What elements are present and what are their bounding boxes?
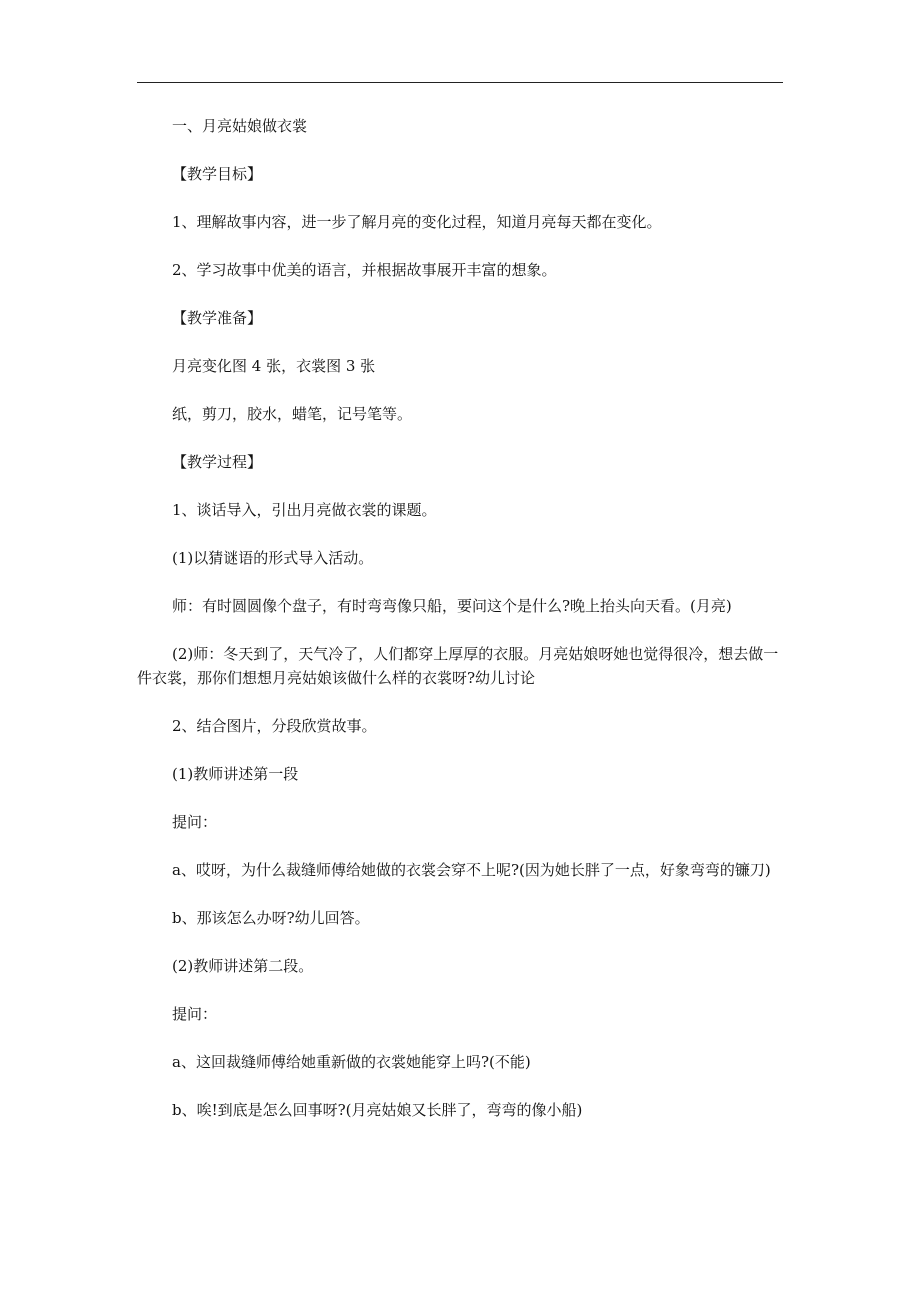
paragraph: (1)教师讲述第一段 (172, 765, 299, 783)
paragraph: 纸，剪刀，胶水，蜡笔，记号笔等。 (172, 405, 413, 423)
paragraph: 1、理解故事内容，进一步了解月亮的变化过程，知道月亮每天都在变化。 (172, 213, 662, 231)
header-rule (137, 82, 783, 83)
paragraph: a、哎呀，为什么裁缝师傅给她做的衣裳会穿不上呢?(因为她长胖了一点，好象弯弯的镰刀) (172, 861, 771, 879)
paragraph: 月亮变化图 4 张，衣裳图 3 张 (172, 357, 376, 375)
paragraph: a、这回裁缝师傅给她重新做的衣裳她能穿上吗?(不能) (172, 1053, 531, 1071)
section-title: 一、月亮姑娘做衣裳 (172, 117, 308, 135)
paragraph: b、那该怎么办呀?幼儿回答。 (172, 909, 370, 927)
paragraph: 师：有时圆圆像个盘子，有时弯弯像只船，要问这个是什么?晚上抬头向天看。(月亮) (172, 597, 732, 615)
heading-objectives: 【教学目标】 (172, 165, 263, 183)
heading-process: 【教学过程】 (172, 453, 263, 471)
paragraph: (2)教师讲述第二段。 (172, 957, 314, 975)
paragraph: (1)以猜谜语的形式导入活动。 (172, 549, 374, 567)
paragraph: 2、结合图片，分段欣赏故事。 (172, 717, 377, 735)
paragraph: 提问： (172, 813, 218, 831)
paragraph: 提问： (172, 1005, 218, 1023)
paragraph: 1、谈话导入，引出月亮做衣裳的课题。 (172, 501, 437, 519)
heading-preparation: 【教学准备】 (172, 309, 263, 327)
paragraph: 2、学习故事中优美的语言，并根据故事展开丰富的想象。 (172, 261, 557, 279)
paragraph: (2)师：冬天到了，天气冷了，人们都穿上厚厚的衣服。月亮姑娘呀她也觉得很冷，想去做一件衣裳，那你们想想月亮姑娘该做什么样的衣裳呀?幼儿讨论 (137, 645, 779, 687)
document-body (137, 114, 790, 1122)
paragraph: b、唉!到底是怎么回事呀?(月亮姑娘又长胖了，弯弯的像小船) (172, 1101, 583, 1119)
